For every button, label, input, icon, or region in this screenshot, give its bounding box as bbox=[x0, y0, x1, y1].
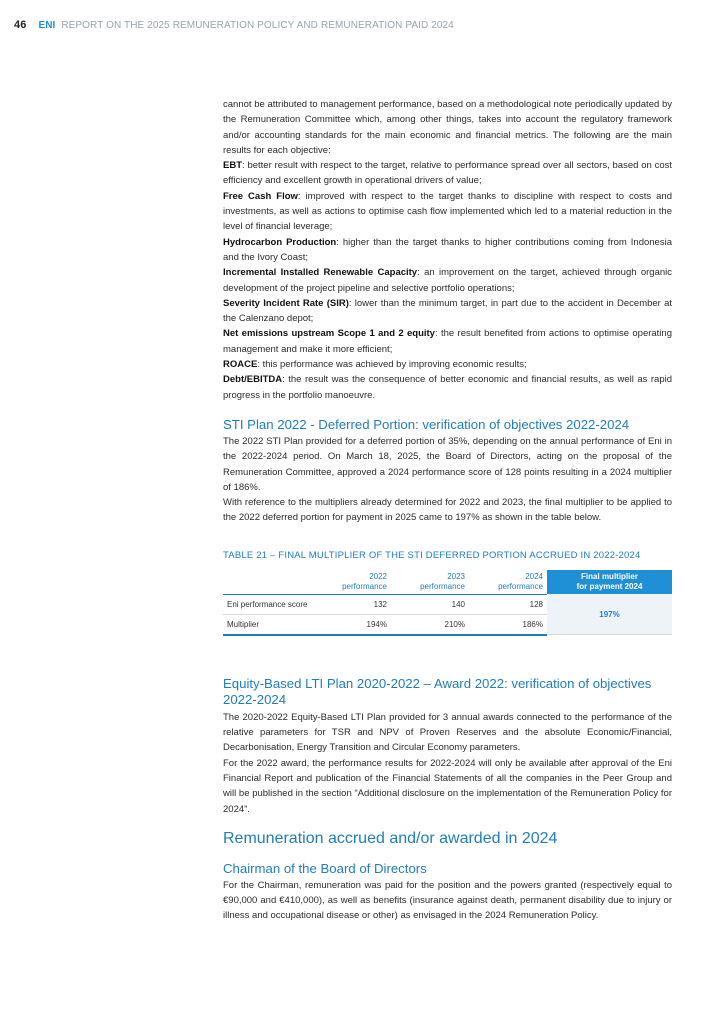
multiplier-table bbox=[223, 570, 672, 636]
objective-term: Hydrocarbon Production bbox=[223, 236, 337, 248]
final-multiplier-value: 197% bbox=[547, 594, 672, 635]
column-header: 2022 performance bbox=[333, 570, 391, 595]
objective-term: Net emissions upstream Scope 1 and 2 equity bbox=[223, 328, 435, 340]
objective-free-cash-flow: Free Cash Flow: improved with respect to the target thanks to discipline with respect to costs and investments, as well as actions to optimise cash flow implemented which led to a material reduction in the level of financial leverage; bbox=[223, 190, 672, 233]
table-cell: 128 bbox=[469, 594, 547, 614]
objective-term: EBT bbox=[223, 160, 242, 172]
objective-net-emissions: Net emissions upstream Scope 1 and 2 equity: the result benefited from actions to optimise operating management and make it more efficient; bbox=[223, 328, 672, 355]
objective-renewable-capacity: Incremental Installed Renewable Capacity: an improvement on the target, achieved through organic development of the project pipeline and selective portfolio operations; bbox=[223, 267, 673, 294]
table-cell: 186% bbox=[469, 614, 547, 635]
table-cell: 194% bbox=[333, 614, 391, 635]
report-title: REPORT ON THE 2025 REMUNERATION POLICY AND REMUNERATION PAID 2024 bbox=[61, 20, 454, 31]
objective-roace: ROACE: this performance was achieved by improving economic results; bbox=[223, 359, 527, 371]
page-header bbox=[14, 19, 454, 31]
sti-paragraph-2: With reference to the multipliers already determined for 2022 and 2023, the final multiplier to be applied to the 2022 deferred portion for payment in 2025 came to 197% as shown in the table below. bbox=[223, 497, 672, 524]
remuneration-heading: Remuneration accrued and/or awarded in 2024 bbox=[223, 829, 558, 847]
table-corner-cell bbox=[223, 570, 333, 595]
table-title: TABLE 21 – FINAL MULTIPLIER OF THE STI DEFERRED PORTION ACCRUED IN 2022-2024 bbox=[223, 549, 641, 561]
table-row bbox=[223, 594, 672, 614]
main-content bbox=[223, 97, 672, 924]
lti-heading: Equity-Based LTI Plan 2020-2022 – Award 2022: verification of objectives 2022-2024 bbox=[223, 675, 652, 707]
objective-sir: Severity Incident Rate (SIR): lower than the minimum target, in part due to the accident in December at the Calenzano depot; bbox=[223, 297, 673, 325]
page-number: 46 bbox=[14, 19, 27, 31]
objective-debt-ebitda: Debt/EBITDA: the result was the consequence of better economic and financial results, as well as rapid progress in the portfolio manoeuvre. bbox=[223, 374, 672, 401]
lti-paragraph-2: For the 2022 award, the performance results for 2022-2024 will only be available after approval of the Eni Financial Report and publication of the Financial Statements of all the companies in the Peer Group and will be published in the section “Additional disclosure on the implementation of the Remuneration Policy for 2024”. bbox=[223, 757, 672, 815]
intro-paragraph: cannot be attributed to management performance, based on a methodological note periodically updated by the Remuneration Committee which, among other things, takes into account the regulatory framework and/or accounting standards for the main economic and financial metrics. The following are the main results for each objective: bbox=[223, 99, 672, 156]
objective-term: Debt/EBITDA bbox=[223, 374, 283, 386]
lti-paragraph-1: The 2020-2022 Equity-Based LTI Plan provided for 3 annual awards connected to the performance of the relative parameters for TSR and NPV of Proven Reserves and the absolute Economic/Financial, Decarbonisation, Energy Transition and Circular Economy parameters. bbox=[223, 711, 672, 754]
objective-hydrocarbon-production: Hydrocarbon Production: higher than the target thanks to higher contributions coming from Indonesia and the Ivory Coast; bbox=[223, 236, 672, 263]
objective-ebt: EBT: better result with respect to the target, relative to performance spread over all sectors, based on cost efficiency and excellent growth in operational drivers of value; bbox=[223, 160, 672, 187]
chairman-paragraph: For the Chairman, remuneration was paid for the position and the powers granted (respectively equal to €90,000 and €410,000), as well as benefits (insurance against death, permanent disability due to injury or illness and occupational disease or other) as envisaged in the 2024 Remuneration Policy. bbox=[223, 879, 672, 922]
brand-name: ENI bbox=[38, 20, 56, 31]
objective-term: Free Cash Flow bbox=[223, 190, 298, 202]
column-header: 2024 performance bbox=[469, 570, 547, 595]
sti-heading: STI Plan 2022 - Deferred Portion: verification of objectives 2022-2024 bbox=[223, 416, 630, 432]
table-cell: 140 bbox=[391, 594, 469, 614]
objective-term: Incremental Installed Renewable Capacity bbox=[223, 267, 418, 279]
table-cell: 210% bbox=[391, 614, 469, 635]
column-header: 2023 performance bbox=[391, 570, 469, 595]
table-header-row bbox=[223, 570, 672, 595]
sti-paragraph-1: The 2022 STI Plan provided for a deferred portion of 35%, depending on the annual performance of Eni in the 2022-2024 period. On March 18, 2025, the Board of Directors, acting on the proposal of the Remuneration Committee, approved a 2024 performance score of 128 points resulting in a 2024 multiplier of 186%. bbox=[223, 435, 672, 493]
table-cell: 132 bbox=[333, 594, 391, 614]
row-label: Eni performance score bbox=[223, 594, 333, 614]
objective-term: Severity Incident Rate (SIR) bbox=[223, 297, 349, 309]
objective-term: ROACE bbox=[223, 359, 258, 371]
row-label: Multiplier bbox=[223, 614, 333, 635]
final-multiplier-header: Final multiplier for payment 2024 bbox=[547, 570, 672, 595]
chairman-subheading: Chairman of the Board of Directors bbox=[223, 860, 427, 876]
